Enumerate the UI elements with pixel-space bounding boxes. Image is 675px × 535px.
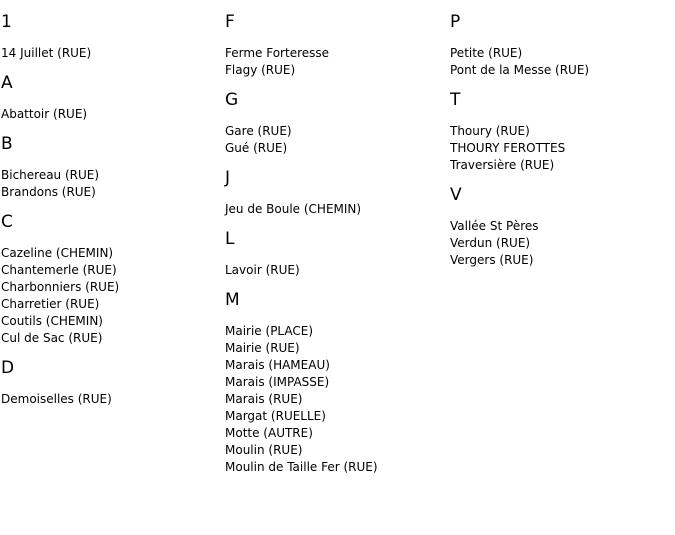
section-letter-heading: B (1, 134, 13, 154)
section-letter-heading: M (225, 290, 240, 310)
section-letter-heading: A (1, 73, 13, 93)
street-link[interactable]: Chantemerle (RUE) (1, 263, 117, 277)
street-link[interactable]: Motte (AUTRE) (225, 426, 313, 440)
street-link[interactable]: Charretier (RUE) (1, 297, 100, 311)
street-link[interactable]: Lavoir (RUE) (225, 263, 300, 277)
index-column-2 (225, 12, 378, 487)
street-link[interactable]: Pont de la Messe (RUE) (450, 63, 590, 77)
street-link[interactable]: Petite (RUE) (450, 46, 523, 60)
street-link[interactable]: Flagy (RUE) (225, 63, 296, 77)
letter-section (225, 229, 378, 279)
letter-section (450, 90, 589, 174)
street-link[interactable]: Marais (HAMEAU) (225, 358, 330, 372)
street-link[interactable]: Margat (RUELLE) (225, 409, 326, 423)
letter-section (1, 12, 119, 62)
street-link[interactable]: Mairie (RUE) (225, 341, 300, 355)
street-link[interactable]: Gué (RUE) (225, 141, 288, 155)
section-letter-heading: G (225, 90, 239, 110)
street-link[interactable]: Charbonniers (RUE) (1, 280, 120, 294)
section-letter-heading: J (225, 168, 231, 188)
letter-section (1, 73, 119, 123)
street-link[interactable]: Cul de Sac (RUE) (1, 331, 103, 345)
section-letter-heading: 1 (1, 12, 12, 32)
letter-section (1, 134, 119, 201)
section-letter-heading: P (450, 12, 461, 32)
street-link[interactable]: Marais (RUE) (225, 392, 303, 406)
section-letter-heading: D (1, 358, 15, 378)
street-link[interactable]: Cazeline (CHEMIN) (1, 246, 114, 260)
street-link[interactable]: Traversière (RUE) (450, 158, 555, 172)
letter-section (225, 168, 378, 218)
street-link[interactable]: Ferme Forteresse (225, 46, 330, 60)
street-link[interactable]: Vergers (RUE) (450, 253, 534, 267)
street-link[interactable]: Coutils (CHEMIN) (1, 314, 103, 328)
letter-section (1, 358, 119, 408)
street-link[interactable]: 14 Juillet (RUE) (1, 46, 92, 60)
section-letter-heading: C (1, 212, 13, 232)
index-column-3 (450, 12, 589, 280)
letter-section (450, 12, 589, 79)
street-link[interactable]: Brandons (RUE) (1, 185, 96, 199)
street-link[interactable]: THOURY FEROTTES (450, 141, 566, 155)
street-link[interactable]: Gare (RUE) (225, 124, 292, 138)
letter-section (225, 90, 378, 157)
street-link[interactable]: Moulin de Taille Fer (RUE) (225, 460, 378, 474)
index-column-1 (1, 12, 119, 419)
letter-section (225, 12, 378, 79)
street-link[interactable]: Marais (IMPASSE) (225, 375, 330, 389)
section-letter-heading: L (225, 229, 235, 249)
section-letter-heading: T (450, 90, 461, 110)
street-link[interactable]: Moulin (RUE) (225, 443, 303, 457)
letter-section (1, 212, 119, 347)
street-link[interactable]: Abattoir (RUE) (1, 107, 88, 121)
street-link[interactable]: Demoiselles (RUE) (1, 392, 112, 406)
section-letter-heading: V (450, 185, 462, 205)
street-link[interactable]: Bichereau (RUE) (1, 168, 100, 182)
street-link[interactable]: Verdun (RUE) (450, 236, 531, 250)
letter-section (225, 290, 378, 476)
street-link[interactable]: Thoury (RUE) (450, 124, 530, 138)
street-link[interactable]: Mairie (PLACE) (225, 324, 314, 338)
letter-section (450, 185, 589, 269)
street-link[interactable]: Jeu de Boule (CHEMIN) (225, 202, 362, 216)
section-letter-heading: F (225, 12, 235, 32)
street-link[interactable]: Vallée St Pères (450, 219, 539, 233)
